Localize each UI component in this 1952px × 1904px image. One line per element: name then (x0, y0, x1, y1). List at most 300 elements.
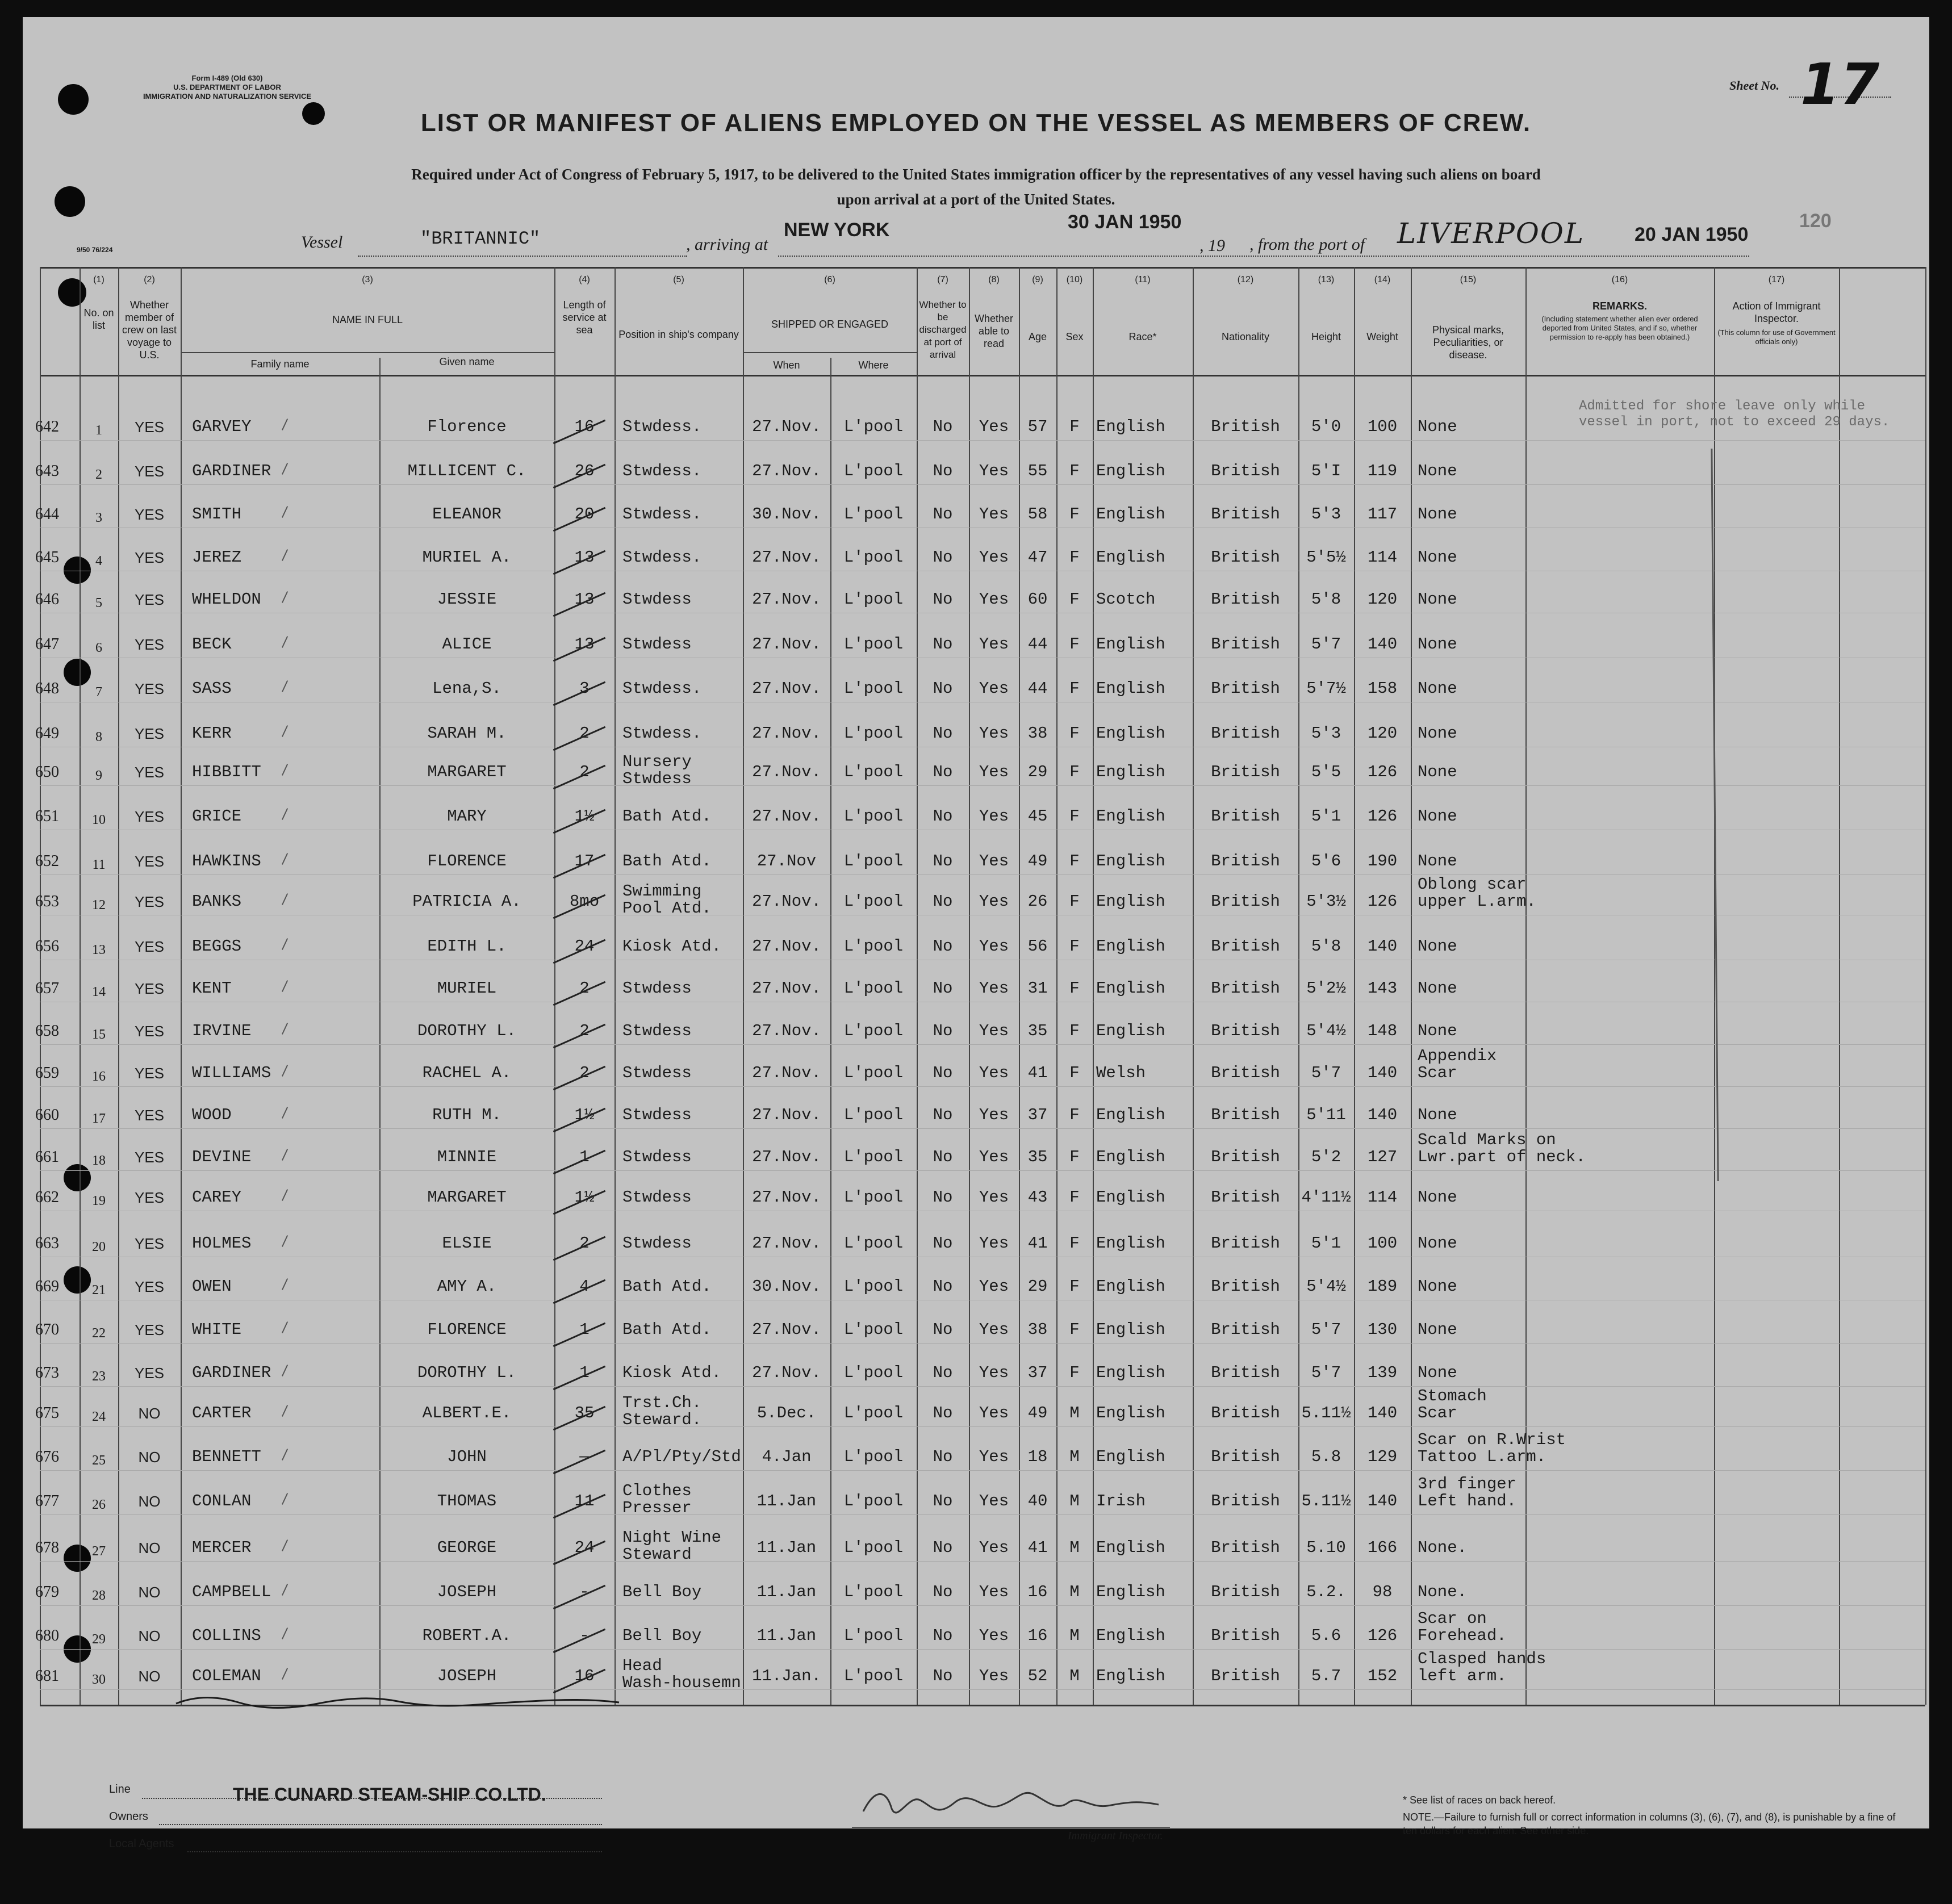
row-discharged: No (933, 724, 953, 743)
row-position: Trst.Ch. Steward. (622, 1394, 702, 1429)
row-able-to-read: Yes (979, 505, 1009, 524)
row-shipped-where: L'pool (843, 979, 904, 998)
row-shipped-where: L'pool (843, 417, 904, 436)
row-shipped-where: L'pool (843, 1234, 904, 1253)
row-height: 4'11½ (1301, 1188, 1351, 1207)
row-given-name: AMY A. (437, 1277, 497, 1296)
row-sex: F (1069, 1022, 1080, 1040)
row-crew-member: YES (134, 1149, 165, 1166)
owners-label: Owners (109, 1810, 148, 1823)
row-shipped-where: L'pool (843, 1148, 904, 1166)
row-given-name: DOROTHY L. (417, 1022, 517, 1040)
row-position: Head Wash-housemn (622, 1656, 741, 1692)
row-sex: M (1069, 1492, 1080, 1510)
row-height: 5'4½ (1306, 1277, 1346, 1296)
row-nationality: British (1211, 1022, 1280, 1040)
row-family-name: WHITE (192, 1320, 242, 1339)
row-height: 5'2½ (1306, 979, 1346, 998)
row-nationality: British (1211, 1583, 1280, 1601)
row-discharged: No (933, 1363, 953, 1382)
row-able-to-read: Yes (979, 635, 1009, 654)
col-13-label: Height (1311, 331, 1341, 342)
row-age: 29 (1027, 763, 1048, 781)
col-13-num: (13) (1318, 275, 1335, 284)
row-height: 5'3 (1311, 505, 1341, 524)
row-rule (40, 1386, 1925, 1387)
row-race: English (1096, 679, 1165, 698)
row-height: 5'8 (1311, 937, 1341, 956)
row-age: 56 (1027, 937, 1048, 956)
row-able-to-read: Yes (979, 1626, 1009, 1645)
row-list-number: 25 (92, 1453, 106, 1468)
row-sex: F (1069, 635, 1080, 654)
print-code: 9/50 76/224 (77, 246, 113, 254)
row-family-name: IRVINE (192, 1022, 252, 1040)
row-race: English (1096, 635, 1165, 654)
row-age: 16 (1027, 1626, 1048, 1645)
row-list-number: 27 (92, 1544, 106, 1559)
row-physical-marks: None (1418, 679, 1457, 698)
row-sex: F (1069, 852, 1080, 871)
row-able-to-read: Yes (979, 1492, 1009, 1510)
row-discharged: No (933, 1492, 953, 1510)
row-ref-number: 647 (35, 635, 59, 653)
row-given-name: THOMAS (437, 1492, 497, 1510)
row-position: Bell Boy (622, 1626, 702, 1645)
row-ref-number: 663 (35, 1235, 59, 1252)
row-weight: 117 (1367, 505, 1398, 524)
row-shipped-where: L'pool (843, 1064, 904, 1082)
row-family-name: HIBBITT (192, 763, 261, 781)
row-sex: F (1069, 724, 1080, 743)
row-weight: 140 (1367, 1492, 1398, 1510)
row-ref-number: 646 (35, 591, 59, 608)
when-header: When (773, 359, 800, 371)
row-shipped-where: L'pool (843, 724, 904, 743)
remarks-text: Admitted for shore leave only while vessel in port, not to exceed 29 days. (1579, 399, 1890, 430)
from-label: , from the port of (1249, 235, 1365, 254)
row-height: 5.11½ (1301, 1404, 1351, 1422)
row-family-name: GARVEY (192, 417, 252, 436)
row-family-name: WHELDON (192, 590, 261, 609)
row-family-name: OWEN (192, 1277, 232, 1296)
row-height: 5'6 (1311, 852, 1341, 871)
row-shipped-when: 27.Nov. (752, 548, 821, 567)
row-nationality: British (1211, 590, 1280, 609)
row-rule (40, 1470, 1925, 1471)
row-sex: M (1069, 1447, 1080, 1466)
row-height: 5'3 (1311, 724, 1341, 743)
races-note: * See list of races on back hereof. (1403, 1794, 1556, 1806)
row-list-number: 12 (92, 898, 106, 913)
row-shipped-when: 27.Nov. (752, 1106, 821, 1124)
row-age: 45 (1027, 807, 1048, 826)
row-ref-number: 649 (35, 725, 59, 742)
row-ref-number: 681 (35, 1667, 59, 1685)
row-able-to-read: Yes (979, 1148, 1009, 1166)
row-shipped-when: 27.Nov. (752, 462, 821, 480)
row-discharged: No (933, 1234, 953, 1253)
row-discharged: No (933, 1188, 953, 1207)
row-list-number: 30 (92, 1672, 106, 1687)
row-discharged: No (933, 635, 953, 654)
agents-label: Local Agents (109, 1838, 174, 1850)
row-crew-member: NO (138, 1627, 161, 1644)
row-discharged: No (933, 807, 953, 826)
row-service-length: 24 (574, 1538, 595, 1557)
row-height: 5'7 (1311, 635, 1341, 654)
row-position: Stwdess (622, 1106, 692, 1124)
vessel-name: "BRITANNIC" (420, 228, 541, 249)
row-height: 5'5 (1311, 763, 1341, 781)
row-shipped-when: 27.Nov. (752, 1022, 821, 1040)
row-rule (40, 440, 1925, 441)
row-able-to-read: Yes (979, 1538, 1009, 1557)
row-ref-number: 669 (35, 1278, 59, 1295)
row-position: Stwdess (622, 590, 692, 609)
row-shipped-when: 27.Nov. (752, 807, 821, 826)
row-family-name: KENT (192, 979, 232, 998)
row-crew-member: YES (134, 980, 165, 997)
row-position: Stwdess (622, 1234, 692, 1253)
row-crew-member: NO (138, 1493, 161, 1510)
where-header: Where (858, 359, 889, 371)
row-nationality: British (1211, 1234, 1280, 1253)
row-position: Kiosk Atd. (622, 1363, 722, 1382)
row-ref-number: 643 (35, 462, 59, 480)
row-age: 16 (1027, 1583, 1048, 1601)
row-age: 37 (1027, 1363, 1048, 1382)
row-list-number: 13 (92, 943, 106, 957)
row-service-length: 2 (579, 724, 590, 743)
row-sex: F (1069, 892, 1080, 911)
row-ref-number: 677 (35, 1492, 59, 1510)
row-discharged: No (933, 892, 953, 911)
row-age: 55 (1027, 462, 1048, 480)
row-physical-marks: None (1418, 1320, 1457, 1339)
row-race: English (1096, 1022, 1165, 1040)
col-14-num: (14) (1374, 275, 1391, 284)
row-service-length: 26 (574, 462, 595, 480)
table-top-border (40, 267, 1925, 269)
row-shipped-when: 11.Jan (756, 1583, 817, 1601)
row-nationality: British (1211, 635, 1280, 654)
row-service-length: 35 (574, 1404, 595, 1422)
row-race: Welsh (1096, 1064, 1146, 1082)
row-age: 44 (1027, 635, 1048, 654)
row-physical-marks: Scar on Forehead. (1418, 1609, 1507, 1645)
row-race: English (1096, 1583, 1165, 1601)
row-shipped-where: L'pool (843, 763, 904, 781)
row-nationality: British (1211, 763, 1280, 781)
row-race: English (1096, 763, 1165, 781)
row-sex: F (1069, 679, 1080, 698)
row-position: Bath Atd. (622, 1277, 712, 1296)
row-physical-marks: None (1418, 852, 1457, 871)
col-7-label: Whether to be discharged at port of arrival (919, 299, 967, 360)
col-14-label: Weight (1366, 331, 1398, 342)
fine-note: NOTE.—Failure to furnish full or correct information in columns (3), (6), (7), and (8), is punishable by a fine of ten dollars for each alien. See other side. (1403, 1811, 1896, 1836)
row-height: 5'11 (1306, 1106, 1346, 1124)
row-discharged: No (933, 763, 953, 781)
row-shipped-where: L'pool (843, 1022, 904, 1040)
row-service-length: 2 (579, 763, 590, 781)
row-position: Stwdess. (622, 548, 702, 567)
row-given-name: JOSEPH (437, 1667, 497, 1685)
row-given-name: ELSIE (442, 1234, 492, 1253)
row-physical-marks: Oblong scar upper L.arm. (1418, 875, 1536, 911)
row-family-name: DEVINE (192, 1148, 252, 1166)
row-nationality: British (1211, 1064, 1280, 1082)
row-height: 5'7 (1311, 1064, 1341, 1082)
row-shipped-where: L'pool (843, 1188, 904, 1207)
col-3-num: (3) (362, 275, 373, 284)
row-sex: M (1069, 1404, 1080, 1422)
row-nationality: British (1211, 1667, 1280, 1685)
row-given-name: GEORGE (437, 1538, 497, 1557)
row-able-to-read: Yes (979, 1022, 1009, 1040)
row-given-name: ROBERT.A. (422, 1626, 512, 1645)
row-age: 29 (1027, 1277, 1048, 1296)
row-discharged: No (933, 1277, 953, 1296)
row-race: English (1096, 979, 1165, 998)
arrival-date: 30 JAN 1950 (1068, 211, 1182, 233)
end-of-list-squiggle (170, 1692, 625, 1715)
row-nationality: British (1211, 1106, 1280, 1124)
row-nationality: British (1211, 724, 1280, 743)
row-given-name: RACHEL A. (422, 1064, 512, 1082)
row-shipped-where: L'pool (843, 1363, 904, 1382)
row-nationality: British (1211, 417, 1280, 436)
row-rule (40, 1044, 1925, 1045)
row-sex: M (1069, 1583, 1080, 1601)
row-weight: 127 (1367, 1148, 1398, 1166)
row-nationality: British (1211, 1492, 1280, 1510)
from-port: LIVERPOOL (1397, 217, 1585, 250)
row-weight: 189 (1367, 1277, 1398, 1296)
row-nationality: British (1211, 1277, 1280, 1296)
row-ref-number: 645 (35, 549, 59, 566)
row-able-to-read: Yes (979, 937, 1009, 956)
remarks-note: (Including statement whether alien ever ordered deported from United States, and if so, whether permission to re-apply has been obtained.) (1541, 315, 1698, 341)
row-rule (40, 1426, 1925, 1427)
row-height: 5.2. (1306, 1583, 1346, 1601)
row-weight: 126 (1367, 892, 1398, 911)
manifest-title: LIST OR MANIFEST OF ALIENS EMPLOYED ON THE VESSEL AS MEMBERS OF CREW. (420, 109, 1532, 137)
row-able-to-read: Yes (979, 1363, 1009, 1382)
row-discharged: No (933, 937, 953, 956)
row-given-name: MARY (447, 807, 487, 826)
row-family-name: GRICE (192, 807, 242, 826)
row-able-to-read: Yes (979, 590, 1009, 609)
row-shipped-where: L'pool (843, 635, 904, 654)
row-nationality: British (1211, 505, 1280, 524)
row-able-to-read: Yes (979, 763, 1009, 781)
row-shipped-where: L'pool (843, 1320, 904, 1339)
col-10-label: Sex (1065, 331, 1084, 342)
row-able-to-read: Yes (979, 1404, 1009, 1422)
row-crew-member: YES (134, 1365, 165, 1382)
row-ref-number: 659 (35, 1064, 59, 1082)
row-position: Stwdess. (622, 417, 702, 436)
row-age: 31 (1027, 979, 1048, 998)
row-service-length: 8mo (569, 892, 600, 911)
row-physical-marks: None (1418, 763, 1457, 781)
row-position: Swimming Pool Atd. (622, 882, 712, 918)
row-sex: F (1069, 1363, 1080, 1382)
row-ref-number: 644 (35, 505, 59, 523)
col-15-num: (15) (1460, 275, 1477, 284)
line-label: Line (109, 1783, 131, 1796)
row-shipped-when: 11.Jan. (752, 1667, 821, 1685)
row-height: 5'1 (1311, 1234, 1341, 1253)
row-given-name: JOSEPH (437, 1583, 497, 1601)
row-sex: F (1069, 1106, 1080, 1124)
row-weight: 140 (1367, 1106, 1398, 1124)
row-service-length: 1 (579, 1363, 590, 1382)
row-physical-marks: Clasped hands left arm. (1418, 1650, 1546, 1685)
row-age: 26 (1027, 892, 1048, 911)
row-discharged: No (933, 1404, 953, 1422)
col-17-label: Action of Immigrant Inspector. (1732, 300, 1821, 324)
row-weight: 190 (1367, 852, 1398, 871)
row-service-length: 1 (579, 1148, 590, 1166)
row-weight: 114 (1367, 1188, 1398, 1207)
row-able-to-read: Yes (979, 1277, 1009, 1296)
row-physical-marks: None (1418, 1188, 1457, 1207)
row-list-number: 9 (95, 768, 102, 783)
row-list-number: 20 (92, 1240, 106, 1254)
col-2-label: Whether member of crew on last voyage to U.S. (122, 299, 177, 361)
row-crew-member: YES (134, 1278, 165, 1295)
row-ref-number: 652 (35, 852, 59, 870)
col-6-num: (6) (824, 275, 835, 284)
row-height: 5'7 (1311, 1363, 1341, 1382)
row-crew-member: YES (134, 764, 165, 781)
inspector-underline (852, 1827, 1170, 1828)
given-name-header: Given name (439, 356, 495, 367)
row-list-number: 3 (95, 510, 102, 525)
row-physical-marks: None (1418, 590, 1457, 609)
row-family-name: BECK (192, 635, 232, 654)
row-nationality: British (1211, 1363, 1280, 1382)
row-nationality: British (1211, 1320, 1280, 1339)
row-crew-member: YES (134, 680, 165, 697)
row-list-number: 14 (92, 985, 106, 999)
row-weight: 140 (1367, 1064, 1398, 1082)
row-sex: F (1069, 807, 1080, 826)
row-weight: 166 (1367, 1538, 1398, 1557)
row-sex: F (1069, 462, 1080, 480)
row-age: 44 (1027, 679, 1048, 698)
row-age: 52 (1027, 1667, 1048, 1685)
row-list-number: 29 (92, 1632, 106, 1647)
row-crew-member: YES (134, 591, 165, 608)
row-crew-member: YES (134, 893, 165, 910)
row-discharged: No (933, 1320, 953, 1339)
row-race: English (1096, 1538, 1165, 1557)
col-1-label: No. on list (83, 307, 114, 331)
row-able-to-read: Yes (979, 462, 1009, 480)
row-shipped-when: 27.Nov. (752, 892, 821, 911)
row-sex: F (1069, 937, 1080, 956)
row-race: English (1096, 892, 1165, 911)
col-16-num: (16) (1611, 275, 1628, 284)
row-able-to-read: Yes (979, 892, 1009, 911)
row-age: 35 (1027, 1148, 1048, 1166)
row-weight: 152 (1367, 1667, 1398, 1685)
row-given-name: MARGARET (427, 763, 507, 781)
row-height: 5.8 (1311, 1447, 1341, 1466)
row-position: Bath Atd. (622, 852, 712, 871)
row-sex: F (1069, 1148, 1080, 1166)
row-ref-number: 662 (35, 1189, 59, 1206)
row-service-length: 13 (574, 635, 595, 654)
row-race: English (1096, 1667, 1165, 1685)
row-crew-member: YES (134, 549, 165, 566)
row-shipped-when: 11.Jan (756, 1626, 817, 1645)
row-family-name: COLLINS (192, 1626, 261, 1645)
row-given-name: ELEANOR (432, 505, 501, 524)
row-discharged: No (933, 852, 953, 871)
row-ref-number: 680 (35, 1627, 59, 1644)
row-race: English (1096, 1188, 1165, 1207)
row-nationality: British (1211, 1404, 1280, 1422)
row-service-length: 1½ (574, 1106, 595, 1124)
row-race: English (1096, 1447, 1165, 1466)
row-shipped-when: 27.Nov. (752, 679, 821, 698)
row-family-name: CAREY (192, 1188, 242, 1207)
row-able-to-read: Yes (979, 1234, 1009, 1253)
corner-number: 120 (1799, 210, 1832, 232)
row-physical-marks: None (1418, 724, 1457, 743)
row-race: English (1096, 505, 1165, 524)
row-weight: 120 (1367, 724, 1398, 743)
col-16-label: REMARKS. (1592, 300, 1647, 312)
row-shipped-where: L'pool (843, 1447, 904, 1466)
row-family-name: SMITH (192, 505, 242, 524)
col-17-num: (17) (1768, 275, 1785, 284)
row-shipped-when: 27.Nov (756, 852, 817, 871)
row-crew-member: YES (134, 636, 165, 653)
row-sex: M (1069, 1538, 1080, 1557)
row-given-name: Lena,S. (432, 679, 501, 698)
row-nationality: British (1211, 548, 1280, 567)
column-rule (1839, 267, 1840, 1705)
row-physical-marks: None (1418, 635, 1457, 654)
row-position: Bell Boy (622, 1583, 702, 1601)
row-crew-member: YES (134, 1065, 165, 1082)
row-shipped-when: 27.Nov. (752, 763, 821, 781)
row-crew-member: YES (134, 1107, 165, 1124)
row-height: 5'1 (1311, 807, 1341, 826)
row-position: Kiosk Atd. (622, 937, 722, 956)
row-crew-member: NO (138, 1668, 161, 1685)
row-sex: F (1069, 979, 1080, 998)
row-list-number: 16 (92, 1069, 106, 1084)
row-height: 5'0 (1311, 417, 1341, 436)
row-height: 5'4½ (1306, 1022, 1346, 1040)
row-height: 5'7½ (1306, 679, 1346, 698)
row-race: English (1096, 724, 1165, 743)
row-race: English (1096, 1148, 1165, 1166)
row-race: English (1096, 852, 1165, 871)
row-crew-member: YES (134, 725, 165, 742)
row-given-name: MILLICENT C. (407, 462, 526, 480)
row-list-number: 8 (95, 730, 102, 744)
row-position: Stwdess (622, 979, 692, 998)
row-position: Stwdess. (622, 724, 702, 743)
